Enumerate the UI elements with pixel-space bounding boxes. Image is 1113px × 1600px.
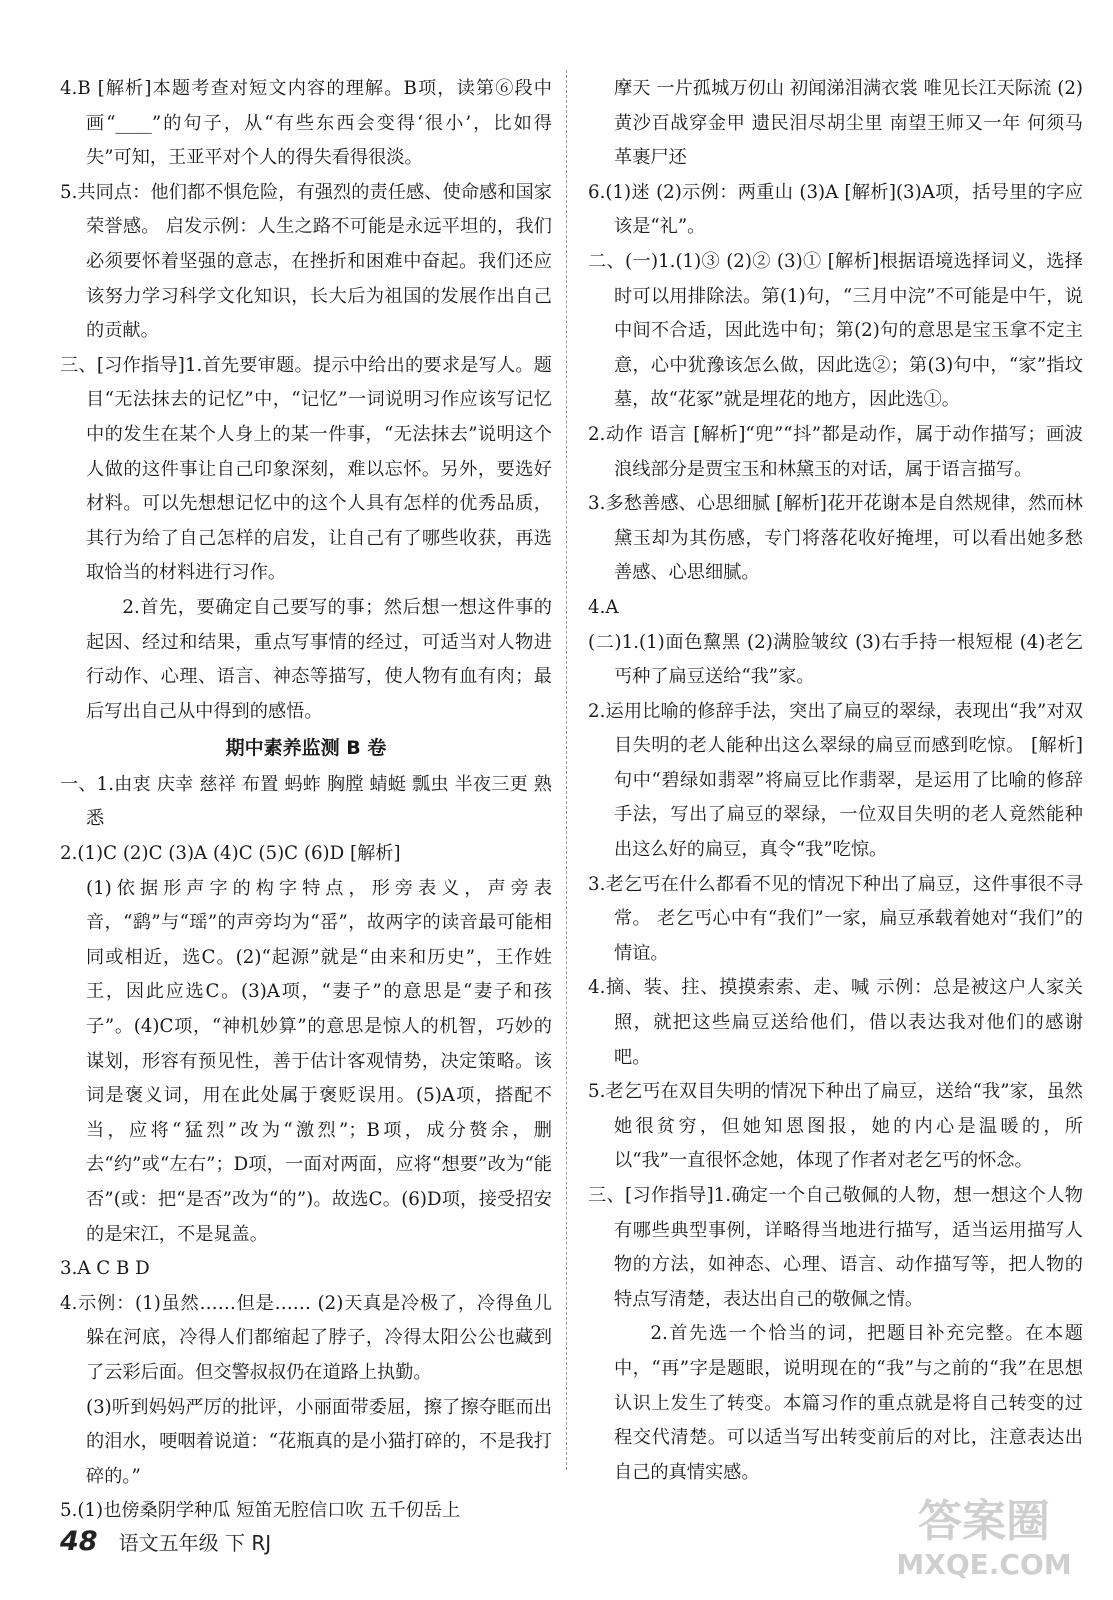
answer-paragraph: (二)1.(1)面色黧黑 (2)满脸皱纹 (3)右手持一根短棍 (4)老乞丐种了扁豆送给“我”家。 — [588, 631, 1083, 688]
answer-paragraph: 6.(1)迷 (2)示例：两重山 (3)A [解析](3)A项，括号里的字应该是“礼”。 — [588, 181, 1083, 238]
answer-paragraph: 4.示例：(1)虽然……但是…… (2)天真是冷极了，冷得鱼儿躲在河底，冷得人们都缩起了脖子，冷得太阳公公也藏到了云彩后面。但交警叔叔仍在道路上执勤。 — [60, 1292, 552, 1383]
answer-paragraph: 2.动作 语言 [解析]“兜”“抖”都是动作，属于动作描写；画波浪线部分是贾宝玉和林黛玉的对话，属于语言描写。 — [588, 423, 1083, 480]
answer-paragraph: 三、[习作指导]1.首先要审题。提示中给出的要求是写人。题目“无法抹去的记忆”中，“记忆”一词说明习作应该写记忆中的发生在某个人身上的某一件事，“无法抹去”说明这个人做的这件事让自己印象深刻，难以忘怀。另外，要选好材料。可以先想想记忆中的这个人具有怎样的优秀品质，其行为给了自己怎样的启发，让自己有了哪些收获，再选取恰当的材料进行习作。 — [60, 354, 552, 584]
page-footer — [60, 1526, 271, 1557]
answer-paragraph: (3)听到妈妈严厉的批评，小丽面带委屈，擦了擦夺眶而出的泪水，哽咽着说道：“花瓶真的是小猫打碎的，不是我打碎的。” — [86, 1396, 552, 1487]
answer-paragraph: 2.(1)C (2)C (3)A (4)C (5)C (6)D [解析] — [60, 843, 401, 865]
book-title: 语文五年级 下 RJ — [118, 1531, 272, 1555]
answer-paragraph: 3.老乞丐在什么都看不见的情况下种出了扁豆，这件事很不寻常。 老乞丐心中有“我们”一家，扁豆承载着她对“我们”的情谊。 — [588, 873, 1083, 964]
answer-paragraph: 5.(1)也傍桑阴学种瓜 短笛无腔信口吹 五千仞岳上 — [60, 1500, 461, 1522]
watermark-logo — [884, 1486, 1084, 1586]
answer-paragraph: 2.运用比喻的修辞手法，突出了扁豆的翠绿，表现出“我”对双目失明的老人能种出这么翠绿的扁豆而感到吃惊。 [解析]句中“碧绿如翡翠”将扁豆比作翡翠，是运用了比喻的修辞手法，写出了扁豆的翠绿，一位双目失明的老人竟然能种出这么好的扁豆，真令“我”吃惊。 — [588, 700, 1083, 861]
answer-paragraph: 摩天 一片孤城万仞山 初闻涕泪满衣裳 唯见长江天际流 (2)黄沙百战穿金甲 遗民泪尽胡尘里 南望王师又一年 何须马革裹尸还 — [614, 78, 1083, 169]
answer-paragraph: 三、[习作指导]1.确定一个自己敬佩的人物，想一想这个人物有哪些典型事例，详略得当地进行描写，适当运用描写人物的方法，如神态、心理、语言、动作描写等，把人物的特点写清楚，表达出自己的敬佩之情。 — [588, 1185, 1083, 1310]
answer-paragraph: 4.摘、装、拄、摸摸索索、走、喊 示例：总是被这户人家关照，就把这些扁豆送给他们，借以表达我对他们的感谢吧。 — [588, 977, 1083, 1068]
answer-paragraph: 5.共同点：他们都不惧危险，有强烈的责任感、使命感和国家荣誉感。 启发示例：人生之路不可能是永远平坦的，我们必须要怀着坚强的意志，在挫折和困难中奋起。我们还应该努力学习科学文化知识，长大后为祖国的发展作出自己的贡献。 — [60, 181, 552, 342]
left-column — [60, 72, 552, 1529]
page-number: 48 — [60, 1526, 98, 1557]
column-divider — [566, 70, 567, 1470]
answer-paragraph: 4.A — [588, 596, 619, 618]
answer-paragraph: 2.首先选一个恰当的词，把题目补充完整。在本题中，“再”字是题眼，说明现在的“我”与之前的“我”在思想认识上发生了转变。本篇习作的重点就是将自己转变的过程交代清楚。可以适当写出转变前后的对比，注意表达出自己的真情实感。 — [614, 1323, 1083, 1483]
answer-paragraph: 5.老乞丐在双目失明的情况下种出了扁豆，送给“我”家，虽然她很贫穷，但她知恩图报，她的内心是温暖的，所以“我”一直很怀念她，体现了作者对老乞丐的怀念。 — [588, 1081, 1083, 1172]
watermark-logo-mark: 答案圈 — [918, 1496, 1050, 1547]
right-column — [588, 72, 1083, 1490]
watermark-logo-url: MXQE.COM — [896, 1548, 1072, 1581]
section-title: 期中素养监测 B 卷 — [225, 737, 387, 760]
answer-paragraph: 2.首先，要确定自己要写的事；然后想一想这件事的起因、经过和结果，重点写事情的经过，可适当对人物进行动作、心理、语言、神态等描写，使人物有血有肉；最后写出自己从中得到的感悟。 — [86, 596, 552, 722]
answer-paragraph: 二、(一)1.(1)③ (2)② (3)① [解析]根据语境选择词义，选择时可以用排除法。第(1)句，“三月中浣”不可能是中午，说中间不合适，因此选中旬；第(2)句的意思是宝玉拿不定主意，心中犹豫该怎么做，因此选②；第(3)句中，“家”指坟墓，故“花冢”就是埋花的地方，因此选①。 — [588, 250, 1083, 411]
answer-paragraph: 一、1.由衷 庆幸 慈祥 布置 蚂蚱 胸膛 蜻蜓 瓢虫 半夜三更 熟悉 — [60, 773, 552, 830]
answer-paragraph: 4.B [解析]本题考查对短文内容的理解。B项，读第⑥段中画“____”的句子，从“有些东西会变得‘很小’，比如得失”可知，王亚平对个人的得失看得很淡。 — [60, 78, 552, 169]
answer-paragraph: (1)依据形声字的构字特点，形旁表义，声旁表音，“鹞”与“瑶”的声旁均为“䍃”，故两字的读音最可能相同或相近，选C。(2)“起源”就是“由来和历史”，王作姓王，因此应选C。(3)A项，“妻子”的意思是“妻子和孩子”。(4)C项，“神机妙算”的意思是惊人的机智，巧妙的谋划，形容有预见性，善于估计客观情势，决定策略。该词是褒义词，用在此处属于褒贬误用。(5)A项，搭配不当，应将“猛烈”改为“激烈”；B项，成分赘余，删去“约”或“左右”；D项，一面对两面，应将“想要”改为“能否”(或：把“是否”改为“的”)。故选C。(6)D项，接受招安的是宋江，不是晁盖。 — [86, 877, 552, 1245]
answer-paragraph: 3.A C B D — [60, 1258, 150, 1280]
answer-paragraph: 3.多愁善感、心思细腻 [解析]花开花谢本是自然规律，然而林黛玉却为其伤感，专门将落花收好掩埋，可以看出她多愁善感、心思细腻。 — [588, 493, 1083, 584]
